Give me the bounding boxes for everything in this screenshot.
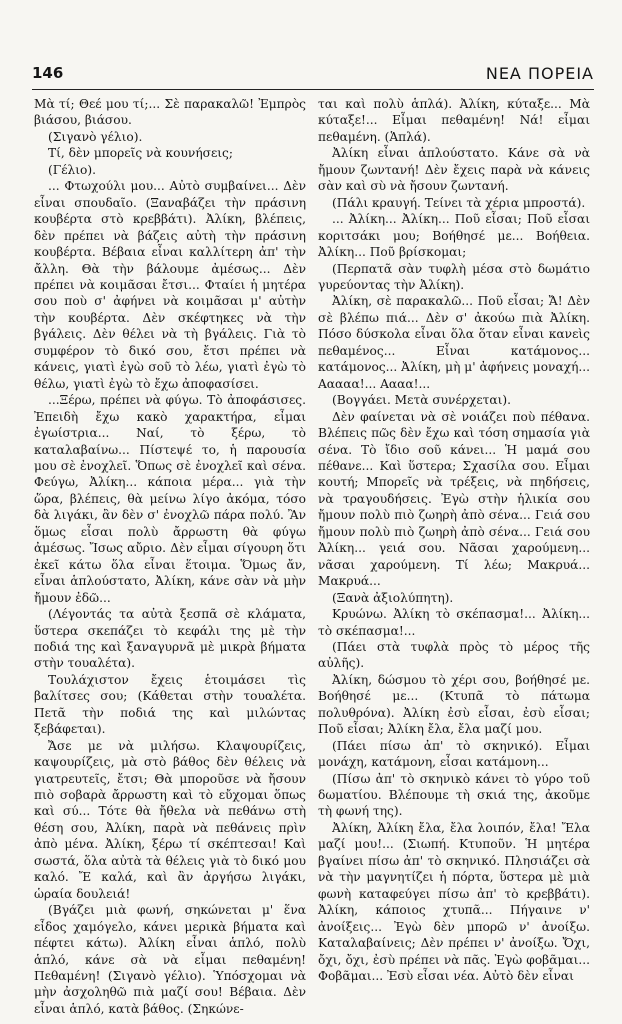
paragraph: (Γέλιο). — [48, 162, 96, 177]
paragraph: (Βογγάει. Μετὰ συνέρχεται). — [332, 393, 512, 408]
paragraph: (Σιγανὸ γέλιο). — [48, 129, 143, 144]
paragraph: (Ξανὰ ἀξιολύπητη). — [332, 590, 454, 605]
paragraph: ... Ἀλίκη... Ἀλίκη... Ποῦ εἶσαι; Ποῦ εἶσαι κοριτσάκι μου; Βοήθησέ με... Βοήθεια. Ἀλίκη... Ποῦ βρίσκομαι; — [318, 212, 590, 260]
left-column — [34, 96, 306, 1016]
paragraph: Τουλάχιστον ἔχεις ἑτοιμάσει τὶς βαλίτσες σου; (Κάθεται στὴν τουαλέτα. Πετᾶ τὴν ποδιά της καὶ μιλώντας ξεβάφεται). — [34, 672, 306, 737]
paragraph: ... Φτωχούλι μου... Αὐτὸ συμβαίνει... Δὲν εἶναι σπουδαῖο. (Ξαναβάζει τὴν πράσινη κουβέρτα στὸ κρεββάτι). Ἀλίκη, βλέπεις, δὲν πρέπει νὰ βάζεις αὐτὴ τὴν πράσινη κουβέρτα. Βέβαια εἶναι καλλίτερη ἀπ' τὴν ἄλλη. Θὰ τὴν βάλουμε ἀμέσως... Δὲν πρέπει νὰ κοιμᾶσαι ἔτσι... Φταίει ἡ μητέρα σου ποὺ σ' ἀφήνει νὰ κοιμᾶσαι μ' αὐτὴν τὴν κουβέρτα. Δὲν σκέφτηκες νὰ τὴν βγάλεις. Δὲν θέλει νὰ τὴ βγάλεις. Γιὰ τὸ συμφέρον τὸ δικό σου, ἔτσι πρέπει νὰ κάνεις, γιατὶ ἐγὼ σοῦ τὸ λέω, γιατὶ ἐγὼ τὸ θέλω, γιατὶ ἐγὼ τὸ ἔχω ἀποφασίσει. — [34, 179, 306, 391]
paragraph: (Πάει πίσω ἀπ' τὸ σκηνικό). Εἶμαι μονάχη, κατάμονη, εἶσαι κατάμονη... — [318, 738, 590, 770]
page-number: 146 — [32, 64, 64, 82]
paragraph: Δὲν φαίνεται νὰ σὲ νοιάζει ποὺ πέθανα. Βλέπεις πῶς δὲν ἔχω καὶ τόση σημασία γιὰ σένα. Τὸ ἴδιο σοῦ κάνει... Ἡ μαμά σου πέθανε... Καὶ ὕστερα; Σχασίλα σου. Εἶμαι κουτή; Μπορεῖς νὰ τρέξεις, νὰ πηδήσεις, νὰ τραγουδήσεις. Ἐγὼ στὴν ἡλικία σου ἤμουν πολὺ πιὸ ζωηρὴ ἀπὸ σένα... Γειά σου ἤμουν πολὺ πιὸ ζωηρὴ ἀπὸ σένα... Γειά σου Ἀλίκη... γειά σου. Νᾶσαι χαρούμενη... νᾶσαι χαρούμενη. Τί λέω; Μακρυά... Μακρυά... — [318, 409, 590, 589]
paragraph: (Πίσω ἀπ' τὸ σκηνικὸ κάνει τὸ γύρο τοῦ δωματίου. Βλέπουμε τὴ σκιά της, ἀκοῦμε τὴ φωνή της). — [318, 771, 590, 819]
paragraph: Κρυώνω. Ἀλίκη τὸ σκέπασμα!... Ἀλίκη... τὸ σκέπασμα!... — [318, 607, 590, 638]
paragraph: (Πάει στὰ τυφλὰ πρὸς τὸ μέρος τῆς αὐλῆς). — [318, 639, 590, 671]
paragraph: Ἀλίκη, Ἀλίκη ἔλα, ἔλα λοιπόν, ἔλα! Ἔλα μαζί μου!... (Σιωπή. Κτυποῦν. Ἡ μητέρα βγαίνει πίσω ἀπ' τὸ σκηνικό. Πλησιάζει σὰ νὰ τὴν μαγνητίζει ἡ πόρτα, ὕστερα μὲ μιὰ φωνὴ καταφεύγει πίσω ἀπ' τὸ κρεββάτι). Ἀλίκη, κάποιος χτυπᾶ... Πήγαινε ν' ἀνοίξεις... Ἐγὼ δὲν μπορῶ ν' ἀνοίξω. Καταλαβαίνεις; Δὲν πρέπει ν' ἀνοίξω. Ὄχι, ὄχι, ὄχι, ἐσὺ πρέπει νὰ πᾶς. Ἐγὼ φοβᾶμαι... Φοβᾶμαι... Ἐσὺ εἶσαι νέα. Αὐτὸ δὲν εἶναι — [318, 820, 590, 984]
paragraph: ται καὶ πολὺ ἁπλά). Ἀλίκη, κύταξε... Μὰ κύταξε!... Εἶμαι πεθαμένη! Νά! εἶμαι πεθαμένη. (Ἁπλά). — [318, 97, 590, 144]
journal-title: ΝΕΑ ΠΟΡΕΙΑ — [485, 64, 594, 83]
right-column — [318, 96, 590, 996]
paragraph: Τί, δὲν μπορεῖς νὰ κουνήσεις; — [48, 146, 233, 161]
paragraph: Ἀλίκη, σὲ παρακαλῶ... Ποῦ εἶσαι; Ἄ! Δὲν σὲ βλέπω πιά... Δὲν σ' ἀκούω πιὰ Ἀλίκη. Πόσο δύσκολα εἶναι ὅλα ὅταν εἶναι κανεὶς πεθαμένος... Εἶναι κατάμονος... κατάμονος... Ἀλίκη, μὴ μ' ἀφήνεις μοναχή... Ααααα!... Αααα!... — [318, 294, 590, 391]
paragraph: Μὰ τί; Θεέ μου τί;... Σὲ παρακαλῶ! Ἐμπρὸς βιάσου, βιάσου. — [34, 97, 306, 128]
paragraph: ...Ξέρω, πρέπει νὰ φύγω. Τὸ ἀποφάσισες. Ἐπειδὴ ἔχω κακὸ χαρακτήρα, εἶμαι ἐγωίστρια... Ναί, τὸ ξέρω, τὸ καταλαβαίνω... Πίστεψέ το, ἡ παρουσία μου σὲ ἐνοχλεῖ. Ὅπως σὲ ἐνοχλεῖ καὶ σένα. Φεύγω, Ἀλίκη... κάποια μέρα... γιὰ τὴν ὥρα, βλέπεις, θὰ μείνω λίγο ἀκόμα, τόσο δὰ λιγάκι, ἂν δὲν σ' ἐνοχλῶ πάρα πολύ. Ἂν ὅμως εἶσαι πολὺ ἄρρωστη θὰ φύγω ἀμέσως. Ἴσως αὔριο. Δὲν εἶμαι σίγουρη ὅτι ἐκεῖ κάτω ὅλα εἶναι ἕτοιμα. Ὅμως ἄν, εἶναι ἁπλούστατο, Ἀλίκη, κάνε σὰν νὰ μὴν ἤμουν ἐδῶ... — [34, 393, 306, 605]
paragraph: (Βγάζει μιὰ φωνή, σηκώνεται μ' ἕνα εἶδος χαμόγελο, κάνει μερικὰ βήματα καὶ πέφτει κάτω). Ἀλίκη εἶναι ἁπλό, πολὺ ἁπλό, κάνε σὰ νὰ εἶμαι πεθαμένη! Πεθαμένη! (Σιγανὸ γέλιο). Ὑπόσχομαι νὰ μὴν ἀσχοληθῶ πιὰ μαζί σου! Βέβαια. Δὲν εἶναι ἁπλό, κατὰ βάθος. (Σηκώνε- — [34, 903, 306, 1016]
paragraph: Ἀλίκη εἶναι ἁπλούστατο. Κάνε σὰ νὰ ἤμουν ζωντανή! Δὲν ἔχεις παρὰ νὰ κάνεις σὰν καὶ σὺ νὰ ἤσουν ζωντανή. — [318, 146, 590, 194]
header-rule — [32, 89, 594, 90]
page-header — [32, 64, 594, 86]
paragraph: Ἄσε με νὰ μιλήσω. Κλαψουρίζεις, καψουρίζεις, μὰ στὸ βάθος δὲν θέλεις νὰ γιατρευτεῖς, ἔτσι; Θὰ μποροῦσε νὰ ἤσουν πιὸ σοβαρὰ ἄρρωστη καὶ τὸ εὔχομαι ὅπως καὶ σύ... Τότε θὰ ἤθελα νὰ πεθάνω στὴ θέση σου, Ἀλίκη, παρὰ νὰ πεθάνεις πρὶν ἀπὸ μένα. Ἀλίκη, ξέρω τί σκέπτεσαι! Καὶ σωστά, ὅλα αὐτὰ τὰ θέλεις γιὰ τὸ δικό μου καλό. Ἔ καλά, καὶ ἂν ἀργήσω λιγάκι, ὡραία δουλειά! — [34, 738, 306, 901]
paragraph: (Λέγοντάς τα αὐτὰ ξεσπᾶ σὲ κλάματα, ὕστερα σκεπάζει τὸ κεφάλι της μὲ τὴν ποδιά της καὶ ξαναγυρνᾶ μὲ μικρὰ βήματα στὴν τουαλέτα). — [34, 607, 306, 671]
paragraph: Ἀλίκη, δώσμου τὸ χέρι σου, βοήθησέ με. Βοήθησέ με... (Κτυπᾶ τὸ πάτωμα πολυθρόνα). Ἀλίκη ἐσὺ εἶσαι, ἐσὺ εἶσαι; Ποῦ εἶσαι; Ἀλίκη ἔλα, ἔλα μαζί μου. — [318, 672, 590, 737]
paragraph: (Πάλι κραυγή. Τείνει τὰ χέρια μπροστά). — [332, 195, 586, 210]
paragraph: (Περπατᾶ σὰν τυφλὴ μέσα στὸ δωμάτιο γυρεύοντας τὴν Ἀλίκη). — [318, 261, 590, 292]
